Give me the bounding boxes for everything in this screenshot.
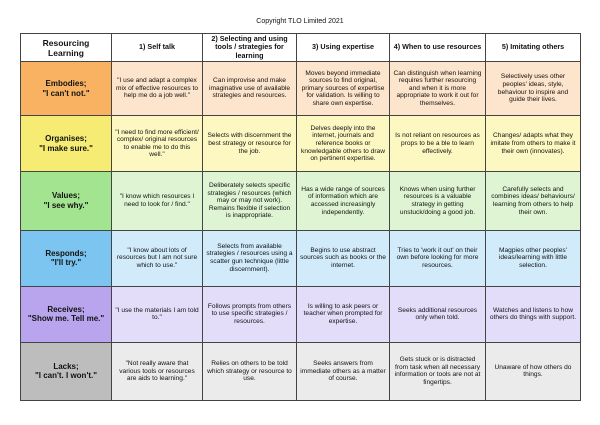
level-label-responds <box>21 230 112 286</box>
resourcing-learning-table <box>20 33 581 401</box>
level-quote: "I make sure." <box>39 143 93 153</box>
table-cell: Delves deeply into the internet, journals and reference books or knowledgable others to draw on pertinent expertise. <box>297 116 390 172</box>
table-cell: Can improvise and make imaginative use of available strategies and resources. <box>203 62 297 116</box>
level-name: Organises; <box>45 134 87 144</box>
table-cell: Changes/ adapts what they imitate from others to make it their own (innovates). <box>486 116 581 172</box>
level-name: Lacks; <box>53 361 79 371</box>
table-cell: Watches and listens to how others do things with support. <box>486 286 581 342</box>
column-header-selecting-tools: 2) Selecting and using tools / strategies for learning <box>203 34 297 62</box>
header-row <box>21 34 581 62</box>
row-values <box>21 172 581 230</box>
row-organises <box>21 116 581 172</box>
table-cell: Seeks additional resources only when told. <box>390 286 486 342</box>
column-header-imitating-others: 5) Imitating others <box>486 34 581 62</box>
table-cell: "I know which resources I need to look for / find." <box>112 172 203 230</box>
table-cell: Has a wide range of sources of information which are accessed increasingly independently. <box>297 172 390 230</box>
level-quote: "I see why." <box>43 200 89 210</box>
table-cell: Is willing to ask peers or teacher when prompted for expertise. <box>297 286 390 342</box>
level-quote: "I can't. I won't." <box>34 371 98 381</box>
table-cell: Magpies other peoples' ideas/learning with little selection. <box>486 230 581 286</box>
table-cell: Unaware of how others do things. <box>486 342 581 400</box>
table-cell: Deliberately selects specific strategies / resources (which may or may not work). Remains flexible if selection is inappropriate. <box>203 172 297 230</box>
level-label-receives <box>21 286 112 342</box>
level-quote: "I'll try." <box>50 258 82 268</box>
table-cell: Carefully selects and combines ideas/ behaviours/ learning from others to help their own. <box>486 172 581 230</box>
level-label-organises <box>21 116 112 172</box>
level-name: Receives; <box>47 304 85 314</box>
table-cell: Seeks answers from immediate others as a matter of course. <box>297 342 390 400</box>
table-cell: "I use the materials I am told to." <box>112 286 203 342</box>
table-cell: Can distinguish when learning requires further resourcing and when it is more appropriate to work it out for themselves. <box>390 62 486 116</box>
table-cell: Is not reliant on resources as props to be a ble to learn effectively. <box>390 116 486 172</box>
level-label-lacks <box>21 342 112 400</box>
level-name: Embodies; <box>45 79 87 89</box>
row-lacks <box>21 342 581 400</box>
level-label-embodies <box>21 62 112 116</box>
table-cell: Gets stuck or is distracted from task when all necessary information or tools are not at fingertips. <box>390 342 486 400</box>
copyright-notice: Copyright TLO Limited 2021 <box>256 18 344 25</box>
row-embodies <box>21 62 581 116</box>
table-cell: "Not really aware that various tools or resources are aids to learning." <box>112 342 203 400</box>
table-cell: Knows when using further resources is a valuable strategy in getting unstuck/doing a good job. <box>390 172 486 230</box>
level-name: Responds; <box>45 248 87 258</box>
table-cell: Tries to 'work it out' on their own before looking for more resources. <box>390 230 486 286</box>
table-cell: Moves beyond immediate sources to find original, primary sources of expertise for validation. Is willing to share own expertise. <box>297 62 390 116</box>
level-quote: "I can't not." <box>42 88 90 98</box>
table-cell: Relies on others to be told which strategy or resource to use. <box>203 342 297 400</box>
level-quote: "Show me. Tell me." <box>27 314 105 324</box>
table-cell: Selects with discernment the best strategy or resource for the job. <box>203 116 297 172</box>
corner-header: Resourcing Learning <box>21 34 112 62</box>
column-header-when-to-use: 4) When to use resources <box>390 34 486 62</box>
table-cell: Selectively uses other peoples' ideas, style, behaviour to inspire and guide their lives. <box>486 62 581 116</box>
column-header-using-expertise: 3) Using expertise <box>297 34 390 62</box>
row-responds <box>21 230 581 286</box>
level-label-values <box>21 172 112 230</box>
table-cell: "I need to find more efficient/ complex/ original resources to enable me to do this well." <box>112 116 203 172</box>
table-cell: "I know about lots of resources but I am not sure which to use." <box>112 230 203 286</box>
level-name: Values; <box>51 191 80 201</box>
table-cell: "I use and adapt a complex mix of effective resources to help me do a job well." <box>112 62 203 116</box>
column-header-self-talk: 1) Self talk <box>112 34 203 62</box>
row-receives <box>21 286 581 342</box>
table-cell: Selects from available strategies / resources using a scatter gun technique (little discernment). <box>203 230 297 286</box>
table-cell: Follows prompts from others to use specific strategies / resources. <box>203 286 297 342</box>
table-cell: Begins to use abstract sources such as books or the internet. <box>297 230 390 286</box>
